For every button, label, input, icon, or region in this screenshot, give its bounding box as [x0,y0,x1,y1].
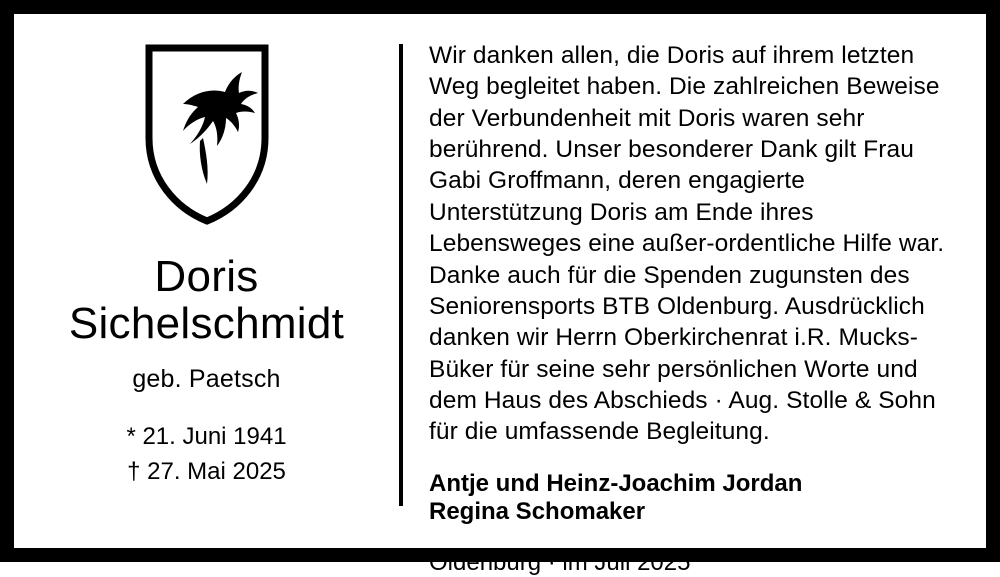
life-dates [126,420,286,490]
right-column [403,14,986,577]
signature-line-2: Regina Schomaker [429,498,646,526]
name-last: Sichelschmidt [68,299,345,349]
signature-line-1: Antje und Heinz-Joachim Jordan [429,469,803,497]
birth-date: * 21. Juni 1941 [126,423,287,451]
maiden-name: geb. Paetsch [132,365,281,394]
notice-inner [14,14,986,577]
heraldic-shield-with-eagle-head-icon [143,42,271,227]
left-column [14,14,399,548]
deceased-name [69,253,344,347]
thank-you-paragraph: Wir danken allen, die Doris auf ihrem letzten Weg begleitet haben. Die zahlreichen Beweise der Verbundenheit mit Doris waren sehr berührend. Unser besonderer Dank gilt Frau Gabi Groffmann, deren engagierte Unterstützung Doris am Ende ihres Lebensweges eine außer-ordentliche Hilfe war. Danke auch für die Spenden zugunsten des Seniorensports BTB Oldenburg. Ausdrücklich danken wir Herrn Oberkirchenrat i.R. Mucks-Büker für seine sehr persönlichen Worte und dem Haus des Abschieds · Aug. Stolle & Sohn für die umfassende Begleitung. [429,42,945,446]
thank-you-message [429,40,964,448]
signatures [429,470,964,528]
name-first: Doris [154,252,259,301]
death-date: † 27. Mai 2025 [127,457,286,485]
place-and-date: Oldenburg · im Juli 2025 [429,549,691,577]
